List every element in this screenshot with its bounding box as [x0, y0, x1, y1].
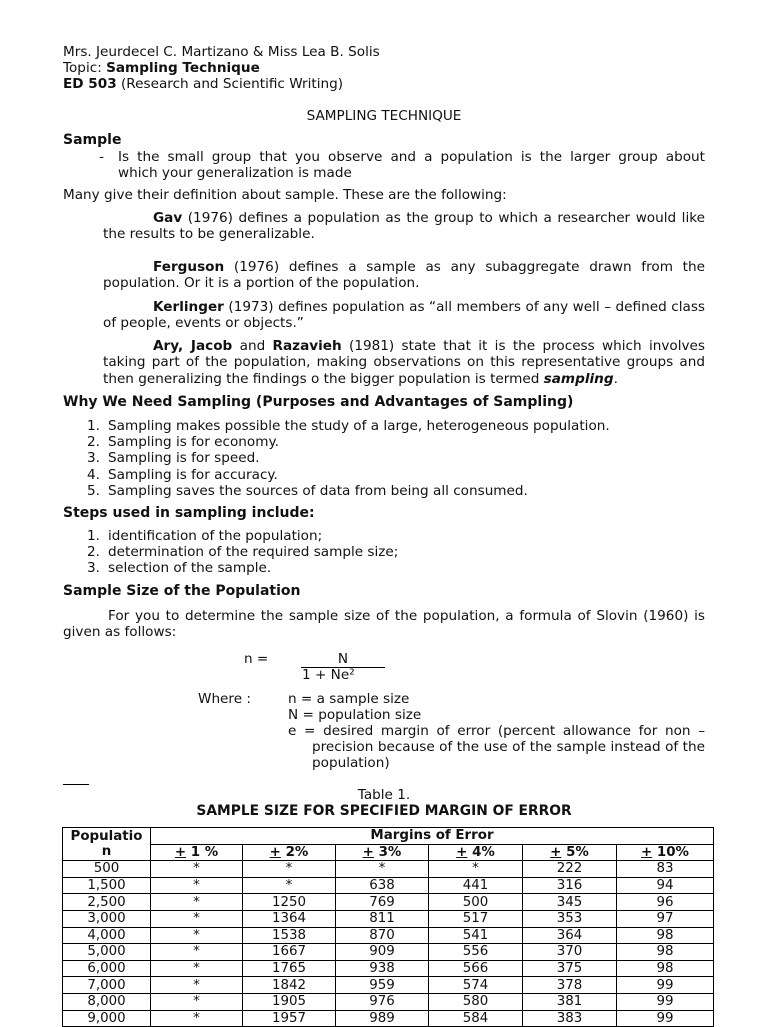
margin-value: 2% [280, 844, 309, 860]
sample-size-cell: * [429, 861, 523, 878]
sample-size-cell: 96 [617, 894, 714, 911]
short-rule [63, 784, 89, 785]
why-list-item [63, 467, 705, 483]
sample-size-cell: * [151, 944, 243, 961]
sample-heading: Sample [63, 132, 122, 148]
sample-size-cell: 769 [336, 894, 429, 911]
sample-size-cell: 1905 [243, 993, 336, 1010]
course-line [63, 76, 343, 92]
sample-size-cell: * [151, 861, 243, 878]
definition-gav [103, 210, 705, 243]
margin-column-header [429, 844, 523, 861]
why-list-item-text: Sampling is for economy. [108, 434, 279, 451]
sample-size-cell: 1957 [243, 1010, 336, 1027]
sample-size-cell: * [151, 977, 243, 994]
sample-size-cell: 98 [617, 927, 714, 944]
where-n: n = a sample size [288, 691, 410, 707]
ary-text-3-pre: then generalizing the findings o the bigger population is termed [103, 370, 544, 387]
why-list-item [63, 450, 705, 466]
table-row [63, 1010, 714, 1027]
sample-size-cell: * [151, 993, 243, 1010]
table-row [63, 910, 714, 927]
author-razavieh: Razavieh [272, 338, 342, 354]
sample-size-cell: 375 [523, 960, 617, 977]
sample-size-cell: * [151, 894, 243, 911]
sample-size-cell: 222 [523, 861, 617, 878]
table-title: SAMPLE SIZE FOR SPECIFIED MARGIN OF ERROR [196, 803, 572, 819]
population-cell: 8,000 [63, 993, 151, 1010]
population-cell: 7,000 [63, 977, 151, 994]
definition-kerlinger [103, 299, 705, 332]
steps-list-item-number: 3. [87, 560, 100, 577]
topic-value: Sampling Technique [106, 60, 260, 76]
margin-column-header [243, 844, 336, 861]
table-row [63, 944, 714, 961]
plus-sign: + [456, 844, 468, 860]
margin-value: 5% [561, 844, 589, 860]
definition-ary [103, 338, 705, 387]
sample-size-cell: 370 [523, 944, 617, 961]
sample-size-cell: * [151, 877, 243, 894]
margin-column-header [336, 844, 429, 861]
where-label: Where : [198, 691, 251, 707]
sample-size-cell: 99 [617, 993, 714, 1010]
table-row [63, 960, 714, 977]
sample-size-cell: 98 [617, 960, 714, 977]
why-list [63, 418, 705, 499]
author-kerlinger: Kerlinger [153, 299, 224, 315]
topic-label: Topic: [63, 60, 107, 76]
sample-size-cell: 99 [617, 1010, 714, 1027]
course-code: ED 503 [63, 76, 117, 92]
steps-list-item-text: identification of the population; [108, 528, 323, 544]
margin-value: 4% [467, 844, 495, 860]
where-e-line-3: population) [312, 755, 390, 771]
sample-size-cell: 638 [336, 877, 429, 894]
sample-size-cell: * [336, 861, 429, 878]
sample-size-cell: 378 [523, 977, 617, 994]
kerlinger-text-2: of people, events or objects.” [103, 315, 304, 332]
steps-heading: Steps used in sampling include: [63, 505, 315, 521]
why-list-item-number: 2. [87, 434, 100, 451]
sample-size-cell: 353 [523, 910, 617, 927]
ary-and: and [232, 338, 273, 354]
margin-value: 10% [652, 844, 689, 860]
population-cell: 3,000 [63, 910, 151, 927]
sample-size-cell: 1667 [243, 944, 336, 961]
sample-size-table [62, 827, 714, 1027]
steps-list-item [63, 560, 705, 576]
course-name: (Research and Scientific Writing) [116, 76, 344, 92]
plus-sign: + [174, 844, 187, 860]
plus-sign: + [550, 844, 562, 860]
sample-size-cell: * [151, 1010, 243, 1027]
topic-line [63, 60, 260, 76]
steps-list-item-text: selection of the sample. [108, 560, 272, 577]
sample-size-cell: 99 [617, 977, 714, 994]
plus-sign: + [269, 844, 281, 860]
sample-size-cell: 811 [336, 910, 429, 927]
table-row [63, 894, 714, 911]
population-cell: 5,000 [63, 944, 151, 961]
ary-text-2: taking part of the population, making observations on this representative groups and [103, 354, 705, 371]
sample-size-cell: 381 [523, 993, 617, 1010]
sample-intro: Many give their definition about sample. These are the following: [63, 187, 507, 203]
sample-size-cell: 345 [523, 894, 617, 911]
sample-size-cell: 94 [617, 877, 714, 894]
sample-size-cell: 909 [336, 944, 429, 961]
author-ary-jacob: Ary, Jacob [153, 338, 233, 354]
sample-size-cell: 83 [617, 861, 714, 878]
population-header-line-2: n [101, 844, 112, 860]
why-list-item-text: Sampling makes possible the study of a large, heterogeneous population. [108, 418, 610, 434]
sample-size-cell: 1765 [243, 960, 336, 977]
plus-sign: + [362, 844, 374, 860]
steps-list-item [63, 544, 705, 560]
population-header [63, 828, 151, 861]
table-body [63, 861, 714, 1027]
ary-text-3-post: . [613, 370, 618, 387]
size-heading: Sample Size of the Population [63, 583, 301, 599]
size-paragraph [63, 608, 705, 641]
margin-value: 1 % [186, 844, 219, 860]
author-line: Mrs. Jeurdecel C. Martizano & Miss Lea B. Solis [63, 44, 380, 60]
where-e-line-2: precision because of the use of the sample instead of the [312, 739, 705, 755]
population-cell: 500 [63, 861, 151, 878]
ary-text-3 [103, 371, 705, 387]
where-N: N = population size [288, 707, 422, 723]
sample-size-cell: 574 [429, 977, 523, 994]
population-cell: 2,500 [63, 894, 151, 911]
population-cell: 9,000 [63, 1010, 151, 1027]
author-gav: Gav [153, 210, 183, 226]
why-list-item [63, 434, 705, 450]
steps-list-item-text: determination of the required sample size; [108, 544, 399, 561]
sample-size-cell: 517 [429, 910, 523, 927]
ferguson-text-2: population. Or it is a portion of the population. [103, 275, 420, 292]
why-heading: Why We Need Sampling (Purposes and Advantages of Sampling) [63, 394, 574, 410]
why-list-item-number: 4. [87, 466, 100, 483]
sample-size-cell: 1842 [243, 977, 336, 994]
document-title: SAMPLING TECHNIQUE [306, 108, 462, 124]
table-row [63, 861, 714, 878]
sample-size-cell: * [243, 877, 336, 894]
sample-size-cell: * [243, 861, 336, 878]
population-cell: 6,000 [63, 960, 151, 977]
kerlinger-text-1: (1973) defines population as “all members of any well – defined class [223, 299, 705, 315]
table-row [63, 977, 714, 994]
sample-bullet [63, 149, 705, 182]
bullet-line-1: Is the small group that you observe and a population is the larger group about [118, 149, 705, 165]
margin-value: 3% [373, 844, 402, 860]
population-cell: 1,500 [63, 877, 151, 894]
sample-size-cell: 364 [523, 927, 617, 944]
steps-list-item-number: 1. [87, 528, 100, 544]
table-row [63, 877, 714, 894]
where-e-line-1: e = desired margin of error (percent allowance for non – [288, 723, 705, 739]
gav-text-1: (1976) defines a population as the group to which a researcher would like [182, 210, 705, 226]
why-list-item-text: Sampling is for accuracy. [108, 466, 278, 483]
sample-size-cell: 1538 [243, 927, 336, 944]
sample-size-cell: 938 [336, 960, 429, 977]
gav-text-2: the results to be generalizable. [103, 226, 315, 243]
sample-size-cell: 584 [429, 1010, 523, 1027]
sample-size-cell: * [151, 910, 243, 927]
formula-lhs: n = [244, 651, 269, 667]
steps-list-item [63, 528, 705, 544]
definition-ferguson [103, 259, 705, 292]
sample-size-cell: 976 [336, 993, 429, 1010]
term-sampling: sampling [543, 370, 614, 387]
why-list-item [63, 483, 705, 499]
formula-denominator: 1 + Ne² [302, 667, 355, 683]
sample-size-cell: 959 [336, 977, 429, 994]
sample-size-cell: 541 [429, 927, 523, 944]
sample-size-cell: 1250 [243, 894, 336, 911]
why-list-item [63, 418, 705, 434]
sample-size-cell: * [151, 960, 243, 977]
table-row [63, 927, 714, 944]
sample-size-cell: 316 [523, 877, 617, 894]
sample-size-cell: 98 [617, 944, 714, 961]
margins-header: Margins of Error [151, 828, 714, 845]
population-header-line-1: Populatio [70, 829, 143, 845]
dash-marker: - [99, 149, 104, 165]
population-cell: 4,000 [63, 927, 151, 944]
why-list-item-number: 3. [87, 450, 100, 467]
sample-size-cell: 383 [523, 1010, 617, 1027]
why-list-item-text: Sampling is for speed. [108, 450, 260, 467]
margin-column-header [617, 844, 714, 861]
plus-sign: + [641, 844, 653, 860]
margin-column-header [523, 844, 617, 861]
ary-text-1: (1981) state that it is the process which involves [341, 338, 705, 354]
table-caption: Table 1. [357, 787, 411, 803]
sample-size-cell: 97 [617, 910, 714, 927]
steps-list [63, 528, 705, 577]
sample-size-cell: 556 [429, 944, 523, 961]
sample-size-cell: 441 [429, 877, 523, 894]
sample-size-cell: * [151, 927, 243, 944]
margin-column-header [151, 844, 243, 861]
bullet-line-2: which your generalization is made [118, 165, 352, 182]
why-list-item-number: 5. [87, 482, 100, 499]
author-ferguson: Ferguson [153, 259, 225, 275]
margin-columns-row [63, 844, 714, 861]
formula-numerator: N [301, 651, 385, 668]
why-list-item-text: Sampling saves the sources of data from being all consumed. [108, 482, 528, 499]
size-para-line-1: For you to determine the sample size of the population, a formula of Slovin (1960) is [108, 608, 705, 624]
sample-size-cell: 1364 [243, 910, 336, 927]
size-para-line-2: given as follows: [63, 624, 177, 641]
sample-size-cell: 566 [429, 960, 523, 977]
ferguson-text-1: (1976) defines a sample as any subaggregate drawn from the [224, 259, 705, 275]
why-list-item-number: 1. [87, 418, 100, 434]
table-row [63, 993, 714, 1010]
sample-size-cell: 989 [336, 1010, 429, 1027]
sample-size-cell: 870 [336, 927, 429, 944]
sample-size-cell: 500 [429, 894, 523, 911]
sample-size-cell: 580 [429, 993, 523, 1010]
steps-list-item-number: 2. [87, 544, 100, 561]
